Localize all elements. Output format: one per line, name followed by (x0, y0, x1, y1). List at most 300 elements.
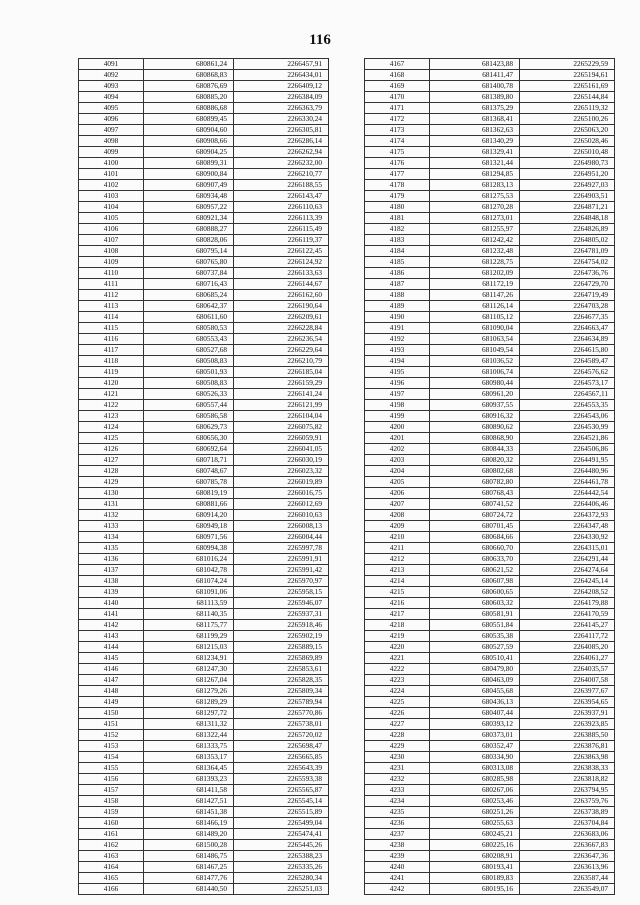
y-coordinate-cell: 2264208,52 (520, 587, 615, 598)
table-row (365, 433, 615, 444)
point-number-cell: 4229 (365, 741, 430, 752)
table-row (79, 433, 329, 444)
x-coordinate-cell: 680904,25 (144, 147, 234, 158)
table-row (79, 884, 329, 895)
point-number-cell: 4136 (79, 554, 144, 565)
point-number-cell: 4098 (79, 136, 144, 147)
table-row (365, 741, 615, 752)
table-row (365, 862, 615, 873)
point-number-cell: 4149 (79, 697, 144, 708)
table-row (79, 389, 329, 400)
table-row (365, 510, 615, 521)
table-row (365, 323, 615, 334)
point-number-cell: 4120 (79, 378, 144, 389)
table-row (79, 785, 329, 796)
x-coordinate-cell: 680868,83 (144, 70, 234, 81)
x-coordinate-cell: 680193,41 (430, 862, 520, 873)
point-number-cell: 4158 (79, 796, 144, 807)
y-coordinate-cell: 2264736,76 (520, 268, 615, 279)
table-row (365, 499, 615, 510)
x-coordinate-cell: 680189,83 (430, 873, 520, 884)
point-number-cell: 4206 (365, 488, 430, 499)
point-number-cell: 4203 (365, 455, 430, 466)
table-row (79, 873, 329, 884)
table-row (365, 719, 615, 730)
point-number-cell: 4139 (79, 587, 144, 598)
point-number-cell: 4210 (365, 532, 430, 543)
table-row (79, 257, 329, 268)
point-number-cell: 4165 (79, 873, 144, 884)
y-coordinate-cell: 2264663,47 (520, 323, 615, 334)
x-coordinate-cell: 680718,71 (144, 455, 234, 466)
table-row (365, 664, 615, 675)
y-coordinate-cell: 2263954,65 (520, 697, 615, 708)
table-row (365, 488, 615, 499)
point-number-cell: 4200 (365, 422, 430, 433)
y-coordinate-cell: 2265119,32 (520, 103, 615, 114)
table-row (79, 719, 329, 730)
table-row (365, 257, 615, 268)
point-number-cell: 4231 (365, 763, 430, 774)
table-row (365, 686, 615, 697)
x-coordinate-cell: 681270,28 (430, 202, 520, 213)
y-coordinate-cell: 2265194,61 (520, 70, 615, 81)
table-row (79, 455, 329, 466)
point-number-cell: 4134 (79, 532, 144, 543)
table-row (365, 147, 615, 158)
point-number-cell: 4173 (365, 125, 430, 136)
y-coordinate-cell: 2265665,85 (234, 752, 329, 763)
x-coordinate-cell: 680782,80 (430, 477, 520, 488)
y-coordinate-cell: 2266119,37 (234, 235, 329, 246)
table-row (365, 587, 615, 598)
x-coordinate-cell: 680510,41 (430, 653, 520, 664)
y-coordinate-cell: 2266023,32 (234, 466, 329, 477)
point-number-cell: 4172 (365, 114, 430, 125)
y-coordinate-cell: 2264530,99 (520, 422, 615, 433)
point-number-cell: 4122 (79, 400, 144, 411)
point-number-cell: 4135 (79, 543, 144, 554)
table-row (365, 752, 615, 763)
point-number-cell: 4236 (365, 818, 430, 829)
point-number-cell: 4162 (79, 840, 144, 851)
y-coordinate-cell: 2264170,59 (520, 609, 615, 620)
table-row (365, 279, 615, 290)
x-coordinate-cell: 680508,83 (144, 356, 234, 367)
table-row (365, 477, 615, 488)
table-row (365, 620, 615, 631)
x-coordinate-cell: 681113,59 (144, 598, 234, 609)
y-coordinate-cell: 2265161,69 (520, 81, 615, 92)
x-coordinate-cell: 681477,76 (144, 873, 234, 884)
x-coordinate-cell: 681172,19 (430, 279, 520, 290)
table-row (79, 103, 329, 114)
x-coordinate-cell: 681500,28 (144, 840, 234, 851)
y-coordinate-cell: 2265828,35 (234, 675, 329, 686)
x-coordinate-cell: 681140,35 (144, 609, 234, 620)
x-coordinate-cell: 681362,63 (430, 125, 520, 136)
x-coordinate-cell: 680934,48 (144, 191, 234, 202)
point-number-cell: 4151 (79, 719, 144, 730)
y-coordinate-cell: 2265738,01 (234, 719, 329, 730)
table-row (365, 807, 615, 818)
table-row (365, 59, 615, 70)
y-coordinate-cell: 2264442,54 (520, 488, 615, 499)
point-number-cell: 4239 (365, 851, 430, 862)
point-number-cell: 4103 (79, 191, 144, 202)
table-row (79, 312, 329, 323)
y-coordinate-cell: 2263818,82 (520, 774, 615, 785)
table-row (79, 851, 329, 862)
x-coordinate-cell: 681466,19 (144, 818, 234, 829)
point-number-cell: 4178 (365, 180, 430, 191)
point-number-cell: 4093 (79, 81, 144, 92)
y-coordinate-cell: 2265997,78 (234, 543, 329, 554)
x-coordinate-cell: 680553,43 (144, 334, 234, 345)
x-coordinate-cell: 680980,44 (430, 378, 520, 389)
x-coordinate-cell: 680914,20 (144, 510, 234, 521)
table-row (365, 543, 615, 554)
table-row (365, 213, 615, 224)
x-coordinate-cell: 681267,04 (144, 675, 234, 686)
y-coordinate-cell: 2264781,09 (520, 246, 615, 257)
table-row (79, 521, 329, 532)
x-coordinate-cell: 680748,67 (144, 466, 234, 477)
y-coordinate-cell: 2266434,01 (234, 70, 329, 81)
x-coordinate-cell: 680876,69 (144, 81, 234, 92)
table-row (365, 818, 615, 829)
point-number-cell: 4106 (79, 224, 144, 235)
x-coordinate-cell: 680937,55 (430, 400, 520, 411)
point-number-cell: 4137 (79, 565, 144, 576)
x-coordinate-cell: 681322,44 (144, 730, 234, 741)
x-coordinate-cell: 680768,43 (430, 488, 520, 499)
y-coordinate-cell: 2264903,51 (520, 191, 615, 202)
point-number-cell: 4175 (365, 147, 430, 158)
x-coordinate-cell: 680251,26 (430, 807, 520, 818)
point-number-cell: 4150 (79, 708, 144, 719)
table-row (79, 631, 329, 642)
x-coordinate-cell: 680802,68 (430, 466, 520, 477)
y-coordinate-cell: 2266286,14 (234, 136, 329, 147)
x-coordinate-cell: 681489,20 (144, 829, 234, 840)
point-number-cell: 4152 (79, 730, 144, 741)
point-number-cell: 4097 (79, 125, 144, 136)
y-coordinate-cell: 2263587,44 (520, 873, 615, 884)
x-coordinate-cell: 680334,90 (430, 752, 520, 763)
point-number-cell: 4174 (365, 136, 430, 147)
x-coordinate-cell: 680581,91 (430, 609, 520, 620)
point-number-cell: 4156 (79, 774, 144, 785)
point-number-cell: 4091 (79, 59, 144, 70)
x-coordinate-cell: 680600,65 (430, 587, 520, 598)
y-coordinate-cell: 2265388,23 (234, 851, 329, 862)
point-number-cell: 4171 (365, 103, 430, 114)
point-number-cell: 4166 (79, 884, 144, 895)
y-coordinate-cell: 2266384,09 (234, 92, 329, 103)
point-number-cell: 4154 (79, 752, 144, 763)
x-coordinate-cell: 680692,64 (144, 444, 234, 455)
point-number-cell: 4242 (365, 884, 430, 895)
x-coordinate-cell: 680888,27 (144, 224, 234, 235)
y-coordinate-cell: 2264330,92 (520, 532, 615, 543)
y-coordinate-cell: 2265937,31 (234, 609, 329, 620)
point-number-cell: 4213 (365, 565, 430, 576)
point-number-cell: 4161 (79, 829, 144, 840)
table-row (365, 92, 615, 103)
x-coordinate-cell: 680642,37 (144, 301, 234, 312)
x-coordinate-cell: 680899,45 (144, 114, 234, 125)
x-coordinate-cell: 681311,32 (144, 719, 234, 730)
point-number-cell: 4113 (79, 301, 144, 312)
point-number-cell: 4183 (365, 235, 430, 246)
x-coordinate-cell: 680656,30 (144, 433, 234, 444)
x-coordinate-cell: 680225,16 (430, 840, 520, 851)
table-row (79, 543, 329, 554)
x-coordinate-cell: 681016,24 (144, 554, 234, 565)
x-coordinate-cell: 680586,58 (144, 411, 234, 422)
point-number-cell: 4199 (365, 411, 430, 422)
table-row (365, 169, 615, 180)
point-number-cell: 4153 (79, 741, 144, 752)
x-coordinate-cell: 681006,74 (430, 367, 520, 378)
point-number-cell: 4228 (365, 730, 430, 741)
point-number-cell: 4124 (79, 422, 144, 433)
x-coordinate-cell: 680580,53 (144, 323, 234, 334)
table-row (79, 565, 329, 576)
y-coordinate-cell: 2263977,67 (520, 686, 615, 697)
y-coordinate-cell: 2265853,61 (234, 664, 329, 675)
x-coordinate-cell: 681353,17 (144, 752, 234, 763)
y-coordinate-cell: 2266059,91 (234, 433, 329, 444)
x-coordinate-cell: 681042,78 (144, 565, 234, 576)
table-row (79, 323, 329, 334)
table-row (79, 114, 329, 125)
table-row (79, 576, 329, 587)
table-row (365, 785, 615, 796)
table-row (79, 92, 329, 103)
y-coordinate-cell: 2266363,79 (234, 103, 329, 114)
table-row (79, 180, 329, 191)
point-number-cell: 4176 (365, 158, 430, 169)
point-number-cell: 4237 (365, 829, 430, 840)
x-coordinate-cell: 680885,20 (144, 92, 234, 103)
y-coordinate-cell: 2264145,27 (520, 620, 615, 631)
point-number-cell: 4144 (79, 642, 144, 653)
y-coordinate-cell: 2264573,17 (520, 378, 615, 389)
y-coordinate-cell: 2264729,70 (520, 279, 615, 290)
y-coordinate-cell: 2264521,86 (520, 433, 615, 444)
table-row (365, 653, 615, 664)
y-coordinate-cell: 2265720,02 (234, 730, 329, 741)
table-row (79, 807, 329, 818)
x-coordinate-cell: 680949,18 (144, 521, 234, 532)
point-number-cell: 4112 (79, 290, 144, 301)
y-coordinate-cell: 2265280,34 (234, 873, 329, 884)
y-coordinate-cell: 2265515,89 (234, 807, 329, 818)
point-number-cell: 4193 (365, 345, 430, 356)
table-row (365, 598, 615, 609)
x-coordinate-cell: 680633,70 (430, 554, 520, 565)
x-coordinate-cell: 681063,54 (430, 334, 520, 345)
y-coordinate-cell: 2265918,46 (234, 620, 329, 631)
x-coordinate-cell: 680900,84 (144, 169, 234, 180)
x-coordinate-cell: 680267,06 (430, 785, 520, 796)
table-row (79, 125, 329, 136)
table-row (79, 81, 329, 92)
point-number-cell: 4155 (79, 763, 144, 774)
table-row (79, 554, 329, 565)
x-coordinate-cell: 681049,54 (430, 345, 520, 356)
x-coordinate-cell: 680684,66 (430, 532, 520, 543)
point-number-cell: 4147 (79, 675, 144, 686)
x-coordinate-cell: 680868,90 (430, 433, 520, 444)
y-coordinate-cell: 2266141,24 (234, 389, 329, 400)
y-coordinate-cell: 2264372,93 (520, 510, 615, 521)
x-coordinate-cell: 681091,06 (144, 587, 234, 598)
y-coordinate-cell: 2264085,20 (520, 642, 615, 653)
table-row (365, 444, 615, 455)
table-row (365, 180, 615, 191)
x-coordinate-cell: 681297,72 (144, 708, 234, 719)
x-coordinate-cell: 680527,59 (430, 642, 520, 653)
y-coordinate-cell: 2265499,04 (234, 818, 329, 829)
table-row (365, 191, 615, 202)
x-coordinate-cell: 681105,12 (430, 312, 520, 323)
x-coordinate-cell: 681375,29 (430, 103, 520, 114)
page-number: 116 (309, 32, 331, 48)
table-row (365, 565, 615, 576)
point-number-cell: 4157 (79, 785, 144, 796)
y-coordinate-cell: 2264245,14 (520, 576, 615, 587)
point-number-cell: 4110 (79, 268, 144, 279)
point-number-cell: 4163 (79, 851, 144, 862)
table-row (79, 763, 329, 774)
table-row (79, 741, 329, 752)
point-number-cell: 4215 (365, 587, 430, 598)
point-number-cell: 4221 (365, 653, 430, 664)
x-coordinate-cell: 681389,80 (430, 92, 520, 103)
x-coordinate-cell: 680961,20 (430, 389, 520, 400)
table-row (79, 686, 329, 697)
table-row (79, 136, 329, 147)
x-coordinate-cell: 680685,24 (144, 290, 234, 301)
point-number-cell: 4207 (365, 499, 430, 510)
y-coordinate-cell: 2265869,89 (234, 653, 329, 664)
y-coordinate-cell: 2266019,89 (234, 477, 329, 488)
x-coordinate-cell: 680373,01 (430, 730, 520, 741)
table-row (365, 796, 615, 807)
point-number-cell: 4099 (79, 147, 144, 158)
table-row (79, 279, 329, 290)
y-coordinate-cell: 2266008,13 (234, 521, 329, 532)
table-row (365, 235, 615, 246)
point-number-cell: 4224 (365, 686, 430, 697)
x-coordinate-cell: 680904,60 (144, 125, 234, 136)
x-coordinate-cell: 680607,98 (430, 576, 520, 587)
x-coordinate-cell: 681289,29 (144, 697, 234, 708)
y-coordinate-cell: 2264491,95 (520, 455, 615, 466)
point-number-cell: 4117 (79, 345, 144, 356)
table-row (365, 411, 615, 422)
y-coordinate-cell: 2264951,20 (520, 169, 615, 180)
point-number-cell: 4217 (365, 609, 430, 620)
y-coordinate-cell: 2264347,48 (520, 521, 615, 532)
table-row (79, 301, 329, 312)
table-row (365, 532, 615, 543)
x-coordinate-cell: 680819,19 (144, 488, 234, 499)
table-row (79, 708, 329, 719)
y-coordinate-cell: 2266185,04 (234, 367, 329, 378)
x-coordinate-cell: 681247,30 (144, 664, 234, 675)
y-coordinate-cell: 2265251,03 (234, 884, 329, 895)
x-coordinate-cell: 680479,80 (430, 664, 520, 675)
point-number-cell: 4095 (79, 103, 144, 114)
table-row (365, 356, 615, 367)
y-coordinate-cell: 2266133,63 (234, 268, 329, 279)
point-number-cell: 4185 (365, 257, 430, 268)
point-number-cell: 4142 (79, 620, 144, 631)
table-row (365, 873, 615, 884)
x-coordinate-cell: 681423,88 (430, 59, 520, 70)
y-coordinate-cell: 2266115,49 (234, 224, 329, 235)
table-row (365, 884, 615, 895)
y-coordinate-cell: 2265698,47 (234, 741, 329, 752)
point-number-cell: 4114 (79, 312, 144, 323)
x-coordinate-cell: 681294,85 (430, 169, 520, 180)
point-number-cell: 4111 (79, 279, 144, 290)
x-coordinate-cell: 681486,75 (144, 851, 234, 862)
x-coordinate-cell: 680352,47 (430, 741, 520, 752)
y-coordinate-cell: 2264615,80 (520, 345, 615, 356)
point-number-cell: 4123 (79, 411, 144, 422)
y-coordinate-cell: 2264406,46 (520, 499, 615, 510)
point-number-cell: 4125 (79, 433, 144, 444)
y-coordinate-cell: 2264007,58 (520, 675, 615, 686)
y-coordinate-cell: 2263923,85 (520, 719, 615, 730)
y-coordinate-cell: 2264061,27 (520, 653, 615, 664)
table-row (79, 752, 329, 763)
point-number-cell: 4133 (79, 521, 144, 532)
table-row (365, 345, 615, 356)
point-number-cell: 4184 (365, 246, 430, 257)
y-coordinate-cell: 2264826,89 (520, 224, 615, 235)
point-number-cell: 4212 (365, 554, 430, 565)
y-coordinate-cell: 2265565,87 (234, 785, 329, 796)
x-coordinate-cell: 680886,68 (144, 103, 234, 114)
table-row (79, 862, 329, 873)
y-coordinate-cell: 2266143,47 (234, 191, 329, 202)
point-number-cell: 4169 (365, 81, 430, 92)
point-number-cell: 4211 (365, 543, 430, 554)
x-coordinate-cell: 681255,97 (430, 224, 520, 235)
y-coordinate-cell: 2263704,84 (520, 818, 615, 829)
y-coordinate-cell: 2266104,04 (234, 411, 329, 422)
y-coordinate-cell: 2263738,89 (520, 807, 615, 818)
point-number-cell: 4143 (79, 631, 144, 642)
point-number-cell: 4181 (365, 213, 430, 224)
x-coordinate-cell: 680611,60 (144, 312, 234, 323)
x-coordinate-cell: 680881,66 (144, 499, 234, 510)
y-coordinate-cell: 2266162,60 (234, 290, 329, 301)
table-row (365, 840, 615, 851)
table-row (365, 70, 615, 81)
point-number-cell: 4128 (79, 466, 144, 477)
point-number-cell: 4188 (365, 290, 430, 301)
x-coordinate-cell: 680393,12 (430, 719, 520, 730)
point-number-cell: 4232 (365, 774, 430, 785)
point-number-cell: 4132 (79, 510, 144, 521)
